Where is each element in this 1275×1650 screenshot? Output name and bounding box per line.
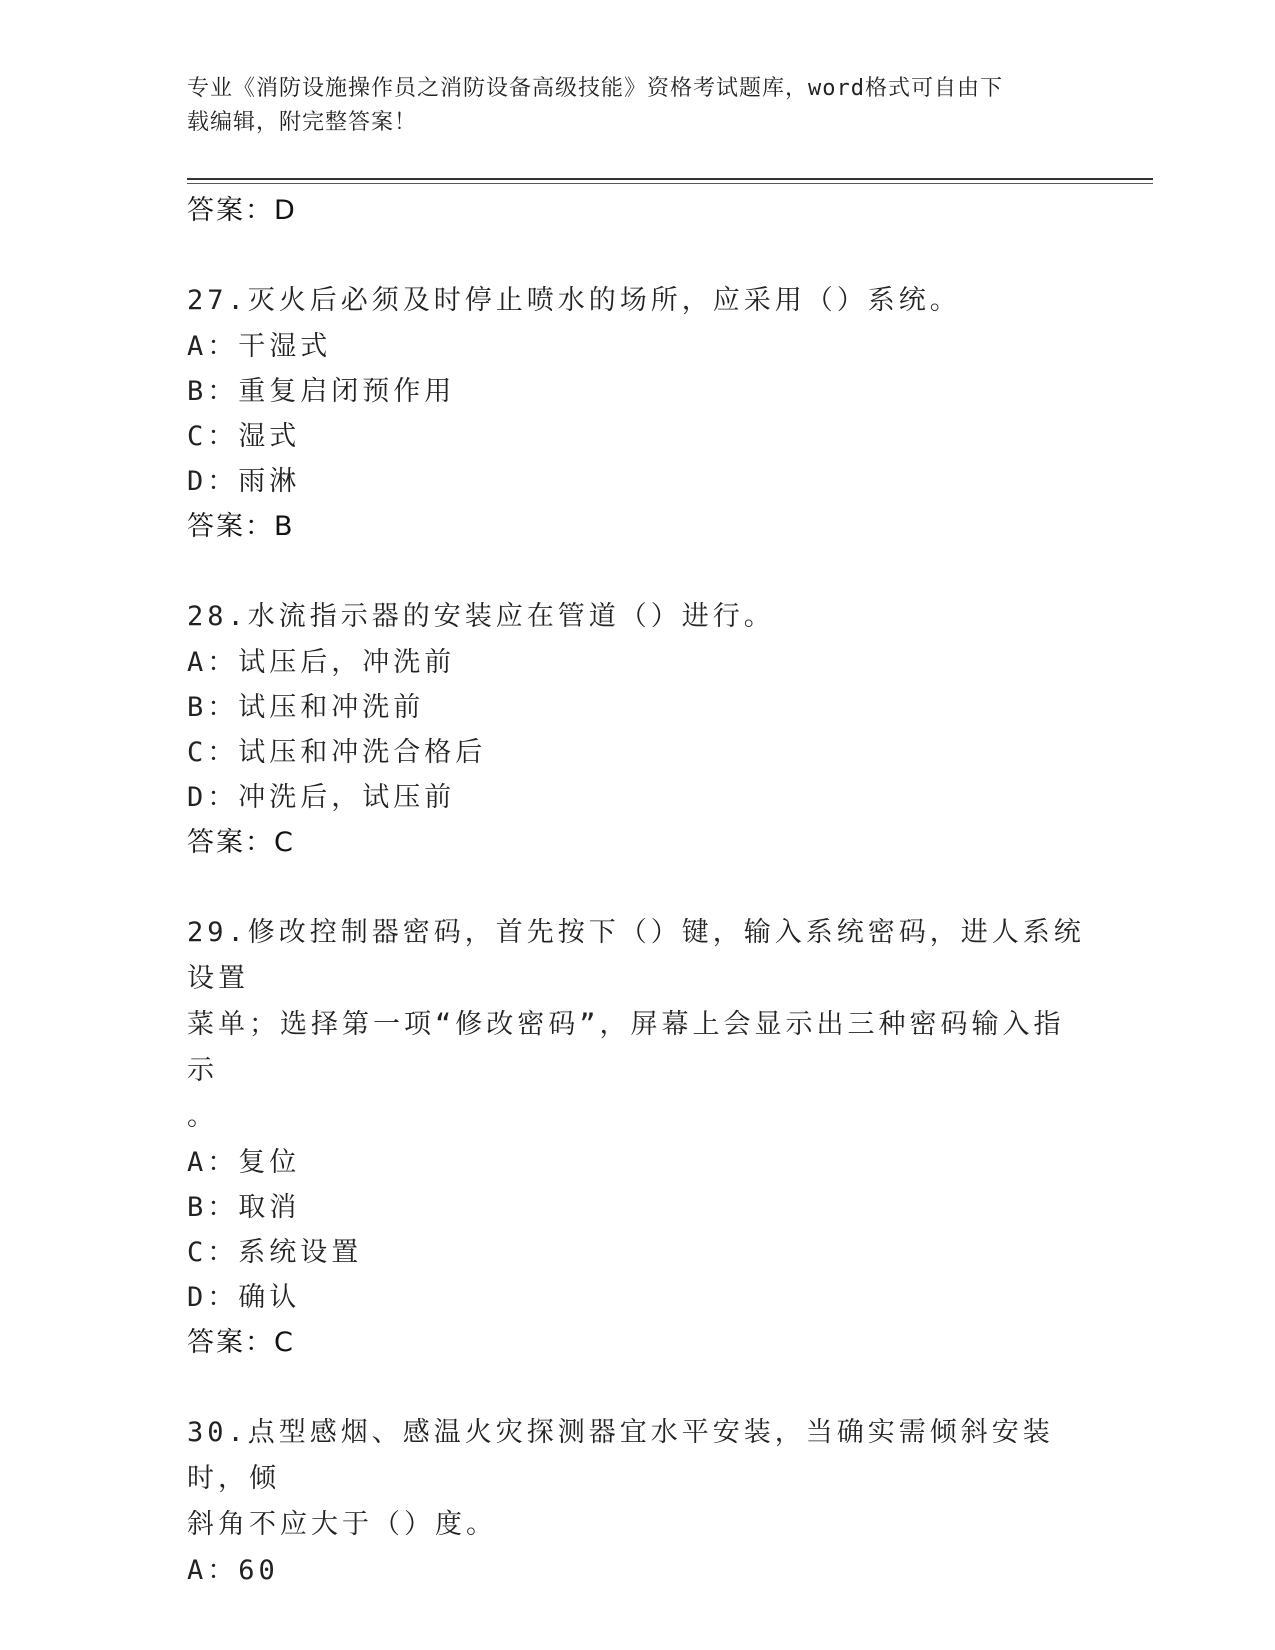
question-30-line-2: 斜角不应大于（）度。 (187, 1509, 497, 1540)
question-27-option-d: D：雨淋 (187, 466, 301, 497)
answer-26: 答案：D (187, 195, 297, 226)
question-27-option-a: A：干湿式 (187, 331, 332, 362)
page-header (187, 72, 1067, 140)
header-divider-thick (187, 178, 1153, 180)
answer-27: 答案：B (187, 511, 295, 542)
question-28-option-b: B：试压和冲洗前 (187, 692, 425, 723)
spacer (187, 866, 1087, 910)
question-29-line-3: 。 (187, 1101, 218, 1132)
question-28-option-c: C：试压和冲洗合格后 (187, 737, 487, 768)
question-30-option-a: A：60 (187, 1555, 279, 1586)
question-29-option-d: D：确认 (187, 1282, 301, 1313)
question-27-text: 27.灭火后必须及时停止喷水的场所，应采用（）系统。 (187, 285, 961, 316)
question-29-line-2: 菜单；选择第一项“修改密码”，屏幕上会显示出三种密码输入指示 (187, 1009, 1065, 1086)
answer-28: 答案：C (187, 827, 295, 858)
question-28-text: 28.水流指示器的安装应在管道（）进行。 (187, 601, 775, 632)
question-29-option-a: A：复位 (187, 1147, 301, 1178)
question-28-option-a: A：试压后，冲洗前 (187, 647, 456, 678)
header-line-1: 专业《消防设施操作员之消防设备高级技能》资格考试题库，word格式可自由下 (187, 76, 1003, 101)
question-27-option-b: B：重复启闭预作用 (187, 376, 456, 407)
question-28-option-d: D：冲洗后，试压前 (187, 782, 456, 813)
question-list (187, 188, 1087, 1593)
spacer (187, 234, 1087, 278)
question-29-line-1: 29.修改控制器密码，首先按下（）键，输入系统密码，进人系统设置 (187, 917, 1085, 994)
spacer (187, 550, 1087, 594)
header-divider-thin (187, 183, 1153, 184)
question-29-option-c: C：系统设置 (187, 1237, 363, 1268)
question-29-option-b: B：取消 (187, 1192, 301, 1223)
answer-29: 答案：C (187, 1327, 295, 1358)
header-line-2: 载编辑，附完整答案！ (187, 110, 418, 135)
question-30-line-1: 30.点型感烟、感温火灾探测器宜水平安装，当确实需倾斜安装时，倾 (187, 1417, 1054, 1494)
spacer (187, 1366, 1087, 1410)
question-27-option-c: C：湿式 (187, 421, 301, 452)
